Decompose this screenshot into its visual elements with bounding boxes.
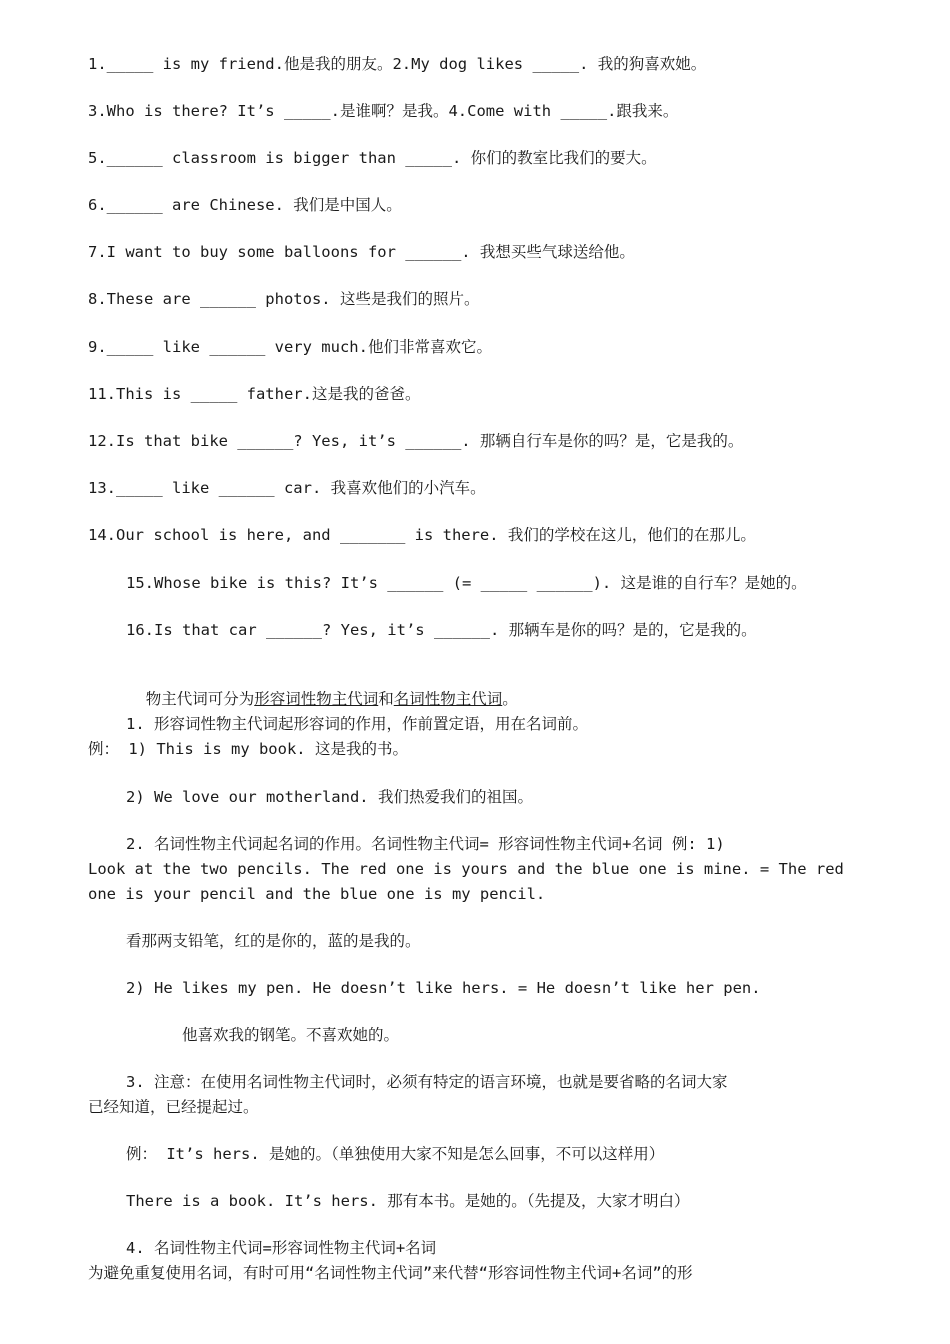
term-adjective-possessive: 形容词性物主代词	[254, 690, 379, 708]
rule1-example-1: 例： 1) This is my book. 这是我的书。	[88, 740, 408, 758]
intro-text: 。	[502, 690, 518, 708]
exercise-line: 15.Whose bike is this? It’s ______ (= _____ ______). 这是谁的自行车？是她的。	[126, 574, 807, 592]
exercise-line: 16.Is that car ______? Yes, it’s ______. 那辆车是你的吗？是的，它是我的。	[126, 621, 757, 639]
rule3-continuation: 已经知道，已经提起过。	[88, 1098, 259, 1116]
exercise-line: 9._____ like ______ very much.他们非常喜欢它。	[88, 338, 492, 356]
rule2-translation-1: 看那两支铅笔，红的是你的，蓝的是我的。	[126, 932, 421, 950]
exercise-line: 8.These are ______ photos. 这些是我们的照片。	[88, 290, 480, 308]
exercise-line: 3.Who is there? It’s _____.是谁啊？是我。4.Come with _____.跟我来。	[88, 102, 679, 120]
intro-text: 物主代词可分为	[145, 690, 255, 708]
exercise-line: 11.This is _____ father.这是我的爸爸。	[88, 385, 421, 403]
rule2-example-2: 2) He likes my pen. He doesn’t like hers. = He doesn’t like her pen.	[126, 979, 761, 997]
exercise-line: 13._____ like ______ car. 我喜欢他们的小汽车。	[88, 479, 486, 497]
rule1-example-2: 2) We love our motherland. 我们热爱我们的祖国。	[126, 788, 533, 806]
rule2-heading: 2. 名词性物主代词起名词的作用。名词性物主代词= 形容词性物主代词+名词 例: 1)	[126, 835, 725, 853]
rule4-heading: 4. 名词性物主代词=形容词性物主代词+名词	[126, 1239, 437, 1257]
rule3-example-1: 例： It’s hers. 是她的。（单独使用大家不知是怎么回事，不可以这样用）	[126, 1145, 665, 1163]
rule3-example-2: There is a book. It’s hers. 那有本书。是她的。（先提及，大家才明白）	[126, 1192, 690, 1210]
exercise-line: 5.______ classroom is bigger than _____. 你们的教室比我们的要大。	[88, 149, 657, 167]
rule2-example-line: one is your pencil and the blue one is my pencil.	[88, 885, 546, 903]
intro-text: 和	[378, 690, 394, 708]
rule4-line: 为避免重复使用名词，有时可用“名词性物主代词”来代替“形容词性物主代词+名词”的形	[88, 1264, 693, 1282]
term-noun-possessive: 名词性物主代词	[393, 690, 503, 708]
exercise-line: 6.______ are Chinese. 我们是中国人。	[88, 196, 402, 214]
exercise-line: 14.Our school is here, and _______ is there. 我们的学校在这儿，他们的在那儿。	[88, 526, 756, 544]
rule2-translation-2: 他喜欢我的钢笔。不喜欢她的。	[182, 1026, 400, 1044]
exercise-line: 12.Is that bike ______? Yes, it’s ______. 那辆自行车是你的吗？是，它是我的。	[88, 432, 744, 450]
exercise-line: 1._____ is my friend.他是我的朋友。2.My dog likes _____. 我的狗喜欢她。	[88, 55, 707, 73]
rule3-heading: 3. 注意：在使用名词性物主代词时，必须有特定的语言环境，也就是要省略的名词大家	[126, 1073, 728, 1091]
rule1-heading: 1. 形容词性物主代词起形容词的作用，作前置定语，用在名词前。	[126, 715, 588, 733]
exercise-line: 7.I want to buy some balloons for ______. 我想买些气球送给他。	[88, 243, 635, 261]
rule2-example-line: Look at the two pencils. The red one is yours and the blue one is mine. = The red	[88, 860, 844, 878]
